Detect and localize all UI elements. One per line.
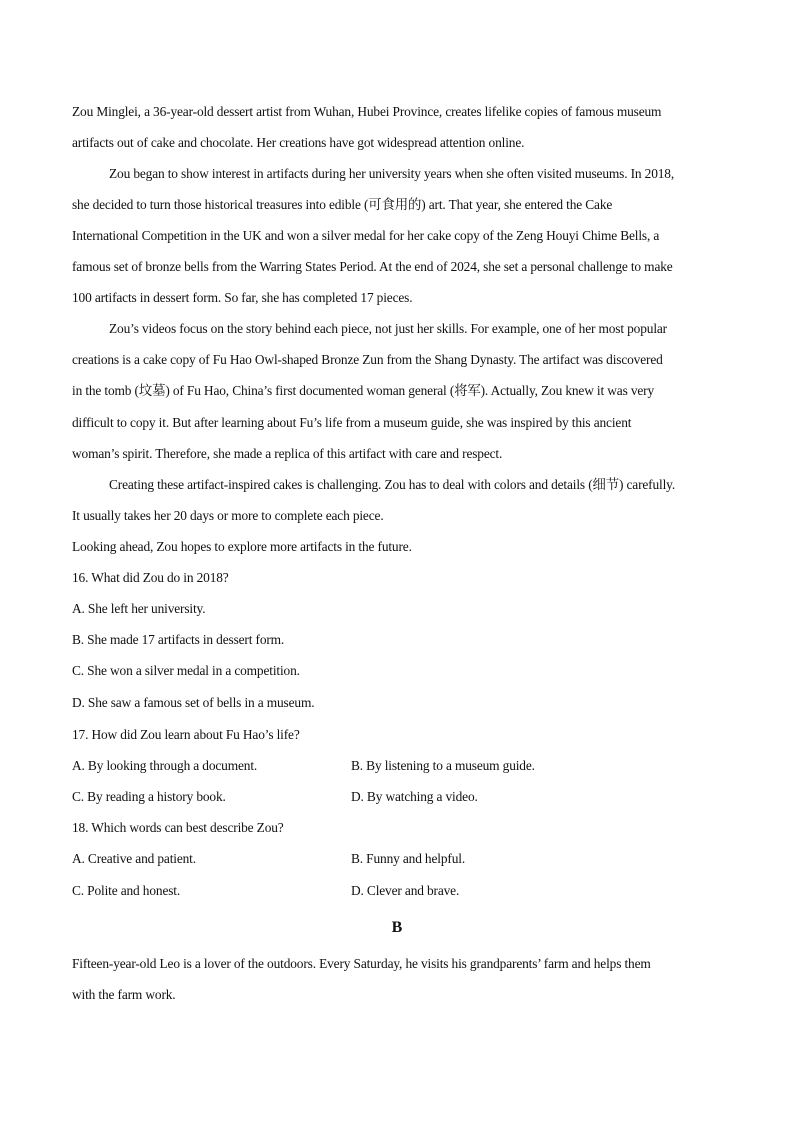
passage-line: Zou Minglei, a 36-year-old dessert artist from Wuhan, Hubei Province, creates lifelike copies of famous museum <box>72 104 662 119</box>
passage-line: in the tomb (坟墓) of Fu Hao, China’s first documented woman general (将军). Actually, Zou knew it was very <box>72 383 655 398</box>
passage-line: she decided to turn those historical treasures into edible (可食用的) art. That year, she entered the Cake <box>72 197 613 212</box>
passage-line: Zou’s videos focus on the story behind each piece, not just her skills. For example, one of her most popular <box>109 321 667 336</box>
passage-line: Zou began to show interest in artifacts during her university years when she often visited museums. In 2018, <box>109 166 675 181</box>
passage-line: difficult to copy it. But after learning about Fu’s life from a museum guide, she was inspired by this ancient <box>72 415 632 430</box>
passage-line: woman’s spirit. Therefore, she made a replica of this artifact with care and respect. <box>72 446 503 461</box>
question-stem: 18. Which words can best describe Zou? <box>72 820 284 835</box>
passage-line: creations is a cake copy of Fu Hao Owl-shaped Bronze Zun from the Shang Dynasty. The artifact was discovered <box>72 352 663 367</box>
option-a: A. By looking through a document. <box>72 758 258 773</box>
passage-line: International Competition in the UK and won a silver medal for her cake copy of the Zeng Houyi Chime Bells, a <box>72 228 660 243</box>
option-c: C. She won a silver medal in a competition. <box>72 663 300 678</box>
passage-line: Looking ahead, Zou hopes to explore more artifacts in the future. <box>72 539 412 554</box>
option-b: B. She made 17 artifacts in dessert form. <box>72 632 285 647</box>
option-a: A. Creative and patient. <box>72 851 196 866</box>
passage-line: Creating these artifact-inspired cakes is challenging. Zou has to deal with colors and details (细节) carefully. <box>109 477 676 492</box>
option-b: B. By listening to a museum guide. <box>351 758 535 773</box>
question-stem: 16. What did Zou do in 2018? <box>72 570 229 585</box>
passage-line: artifacts out of cake and chocolate. Her creations have got widespread attention online. <box>72 135 525 150</box>
option-c: C. Polite and honest. <box>72 883 181 898</box>
passage-line: with the farm work. <box>72 987 176 1002</box>
section-heading: B <box>391 919 403 936</box>
passage-line: 100 artifacts in dessert form. So far, she has completed 17 pieces. <box>72 290 413 305</box>
option-a: A. She left her university. <box>72 601 206 616</box>
question-stem: 17. How did Zou learn about Fu Hao’s life? <box>72 727 300 742</box>
option-b: B. Funny and helpful. <box>351 851 466 866</box>
option-d: D. She saw a famous set of bells in a museum. <box>72 695 315 710</box>
option-c: C. By reading a history book. <box>72 789 226 804</box>
option-d: D. By watching a video. <box>351 789 478 804</box>
passage-line: It usually takes her 20 days or more to complete each piece. <box>72 508 384 523</box>
passage-line: Fifteen-year-old Leo is a lover of the outdoors. Every Saturday, he visits his grandparents’ farm and helps them <box>72 956 651 971</box>
passage-line: famous set of bronze bells from the Warring States Period. At the end of 2024, she set a personal challenge to make <box>72 259 673 274</box>
option-d: D. Clever and brave. <box>351 883 460 898</box>
